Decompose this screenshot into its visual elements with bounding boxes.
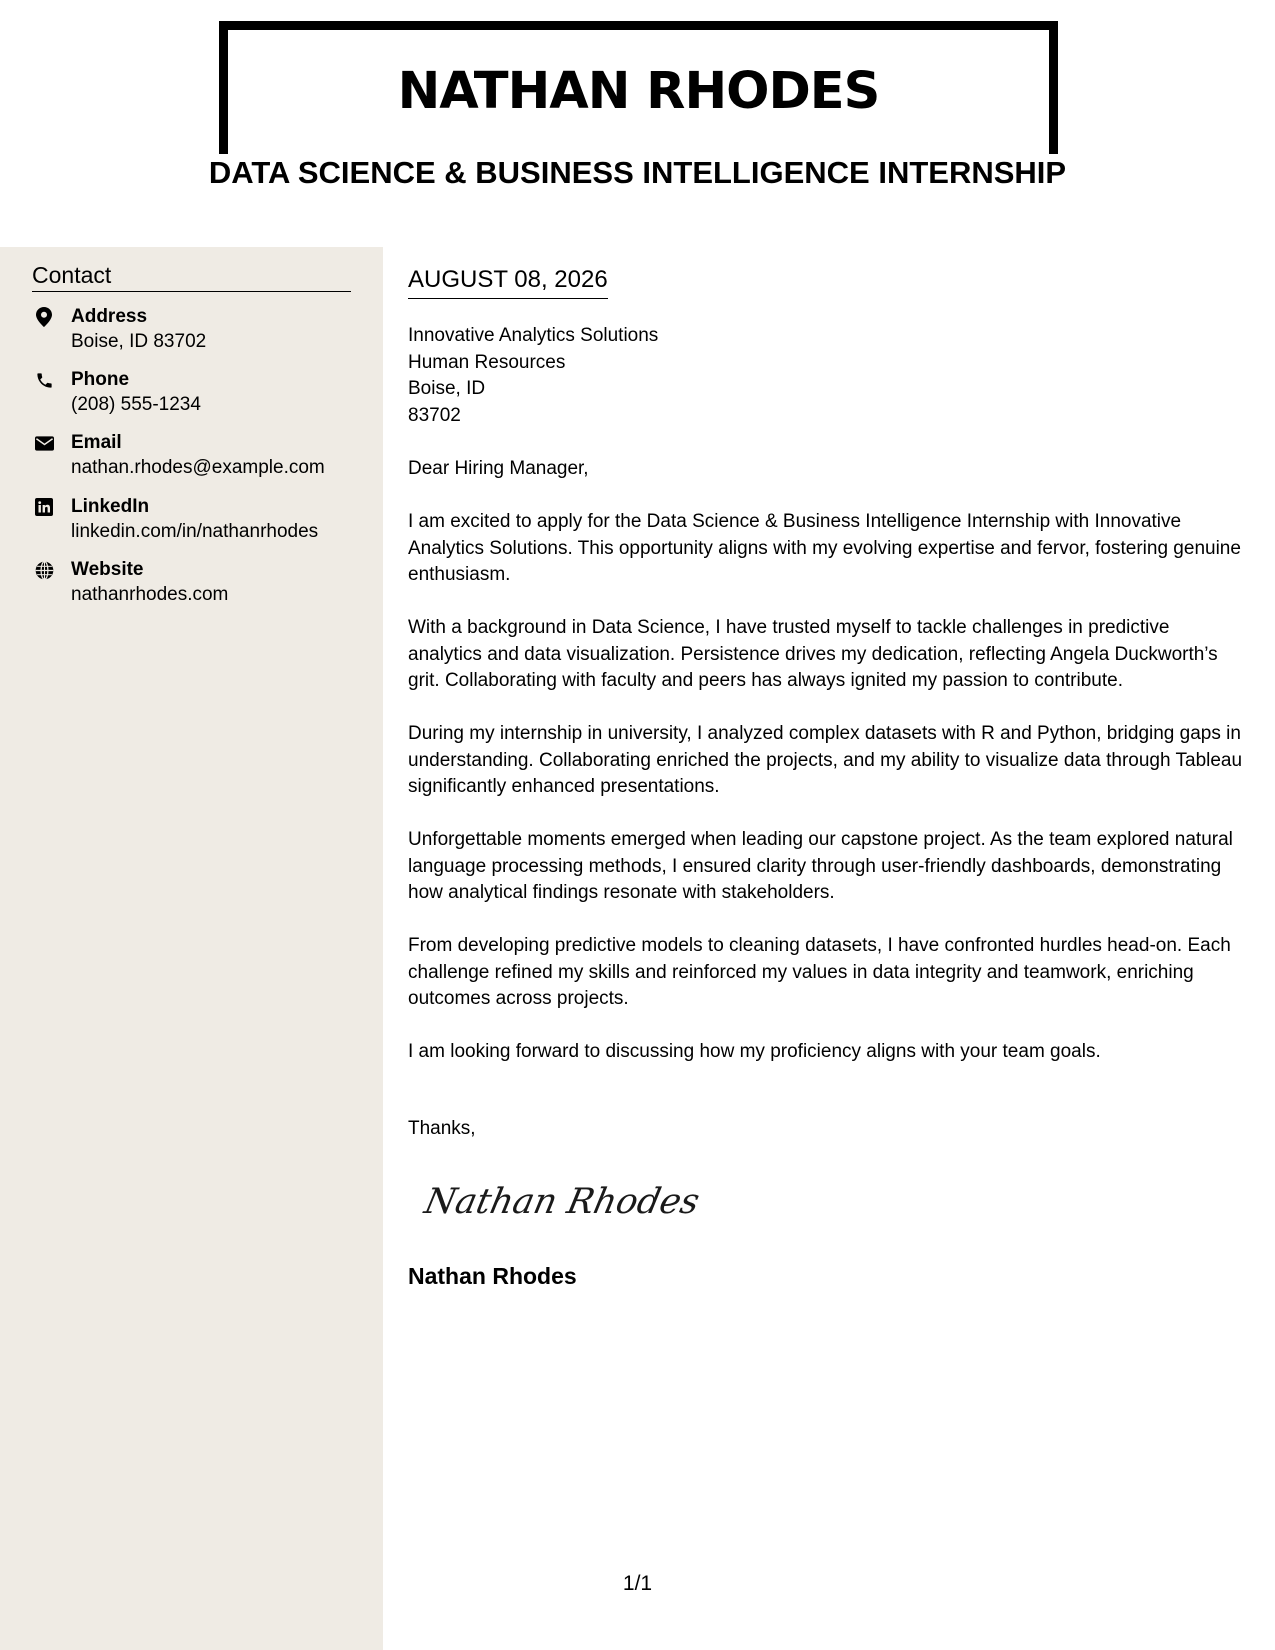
website-label: Website bbox=[71, 559, 144, 580]
phone-value: (208) 555-1234 bbox=[71, 394, 201, 415]
envelope-icon bbox=[34, 433, 54, 453]
letter-paragraph: During my internship in university, I analyzed complex datasets with R and Python, bridging gaps in understanding. Collaborating enriched the projects, and my ability to visualize data through Tableau significantly enhanced presentations. bbox=[408, 723, 1243, 797]
linkedin-value: linkedin.com/in/nathanrhodes bbox=[71, 521, 319, 542]
signer-name: Nathan Rhodes bbox=[408, 1263, 577, 1289]
salutation: Dear Hiring Manager, bbox=[408, 458, 589, 479]
website-value: nathanrhodes.com bbox=[71, 584, 229, 605]
position-title: DATA SCIENCE & BUSINESS INTELLIGENCE INTERNSHIP bbox=[208, 155, 1067, 190]
globe-icon bbox=[34, 560, 54, 580]
applicant-name: NATHAN RHODES bbox=[397, 62, 880, 121]
email-value: nathan.rhodes@example.com bbox=[71, 457, 325, 478]
letter-paragraph: From developing predictive models to cleaning datasets, I have confronted hurdles head-on. Each challenge refined my skills and reinforced my values in data integrity and teamwork, enriching outcomes across projects. bbox=[408, 935, 1231, 1009]
handwritten-signature bbox=[420, 1170, 704, 1235]
signature-text: Nathan Rhodes bbox=[420, 1181, 704, 1222]
address-value: Boise, ID 83702 bbox=[71, 331, 207, 352]
phone-label: Phone bbox=[71, 369, 130, 390]
address-label: Address bbox=[71, 306, 148, 327]
recipient-address bbox=[408, 323, 658, 429]
phone-icon bbox=[34, 370, 54, 390]
letter-paragraph: Unforgettable moments emerged when leading our capstone project. As the team explored natural language processing methods, I ensured clarity through user-friendly dashboards, demonstrating how analytical findings resonate with stakeholders. bbox=[408, 829, 1233, 903]
recipient-department: Human Resources bbox=[408, 351, 566, 373]
linkedin-icon bbox=[34, 497, 54, 517]
recipient-zip: 83702 bbox=[408, 404, 461, 426]
map-pin-icon bbox=[34, 307, 54, 327]
letter-paragraph: I am looking forward to discussing how my proficiency aligns with your team goals. bbox=[408, 1041, 1101, 1062]
letter-paragraph: With a background in Data Science, I have trusted myself to tackle challenges in predictive analytics and data visualization. Persistence drives my dedication, reflecting Angela Duckworth’s grit. Collaborating with faculty and peers has always ignited my passion to contribute. bbox=[408, 617, 1218, 691]
recipient-city: Boise, ID bbox=[408, 378, 486, 399]
letter-paragraph: I am excited to apply for the Data Science & Business Intelligence Internship with Innovative Analytics Solutions. This opportunity aligns with my evolving expertise and fervor, fostering genuine enthusiasm. bbox=[408, 511, 1241, 585]
closing: Thanks, bbox=[408, 1118, 476, 1139]
linkedin-label: LinkedIn bbox=[71, 496, 150, 517]
letter-date: AUGUST 08, 2026 bbox=[408, 264, 608, 299]
recipient-company: Innovative Analytics Solutions bbox=[408, 325, 659, 346]
contact-heading: Contact bbox=[32, 260, 351, 292]
page-number: 1/1 bbox=[622, 1572, 653, 1595]
letter-body bbox=[408, 456, 1243, 1092]
email-label: Email bbox=[71, 432, 122, 453]
